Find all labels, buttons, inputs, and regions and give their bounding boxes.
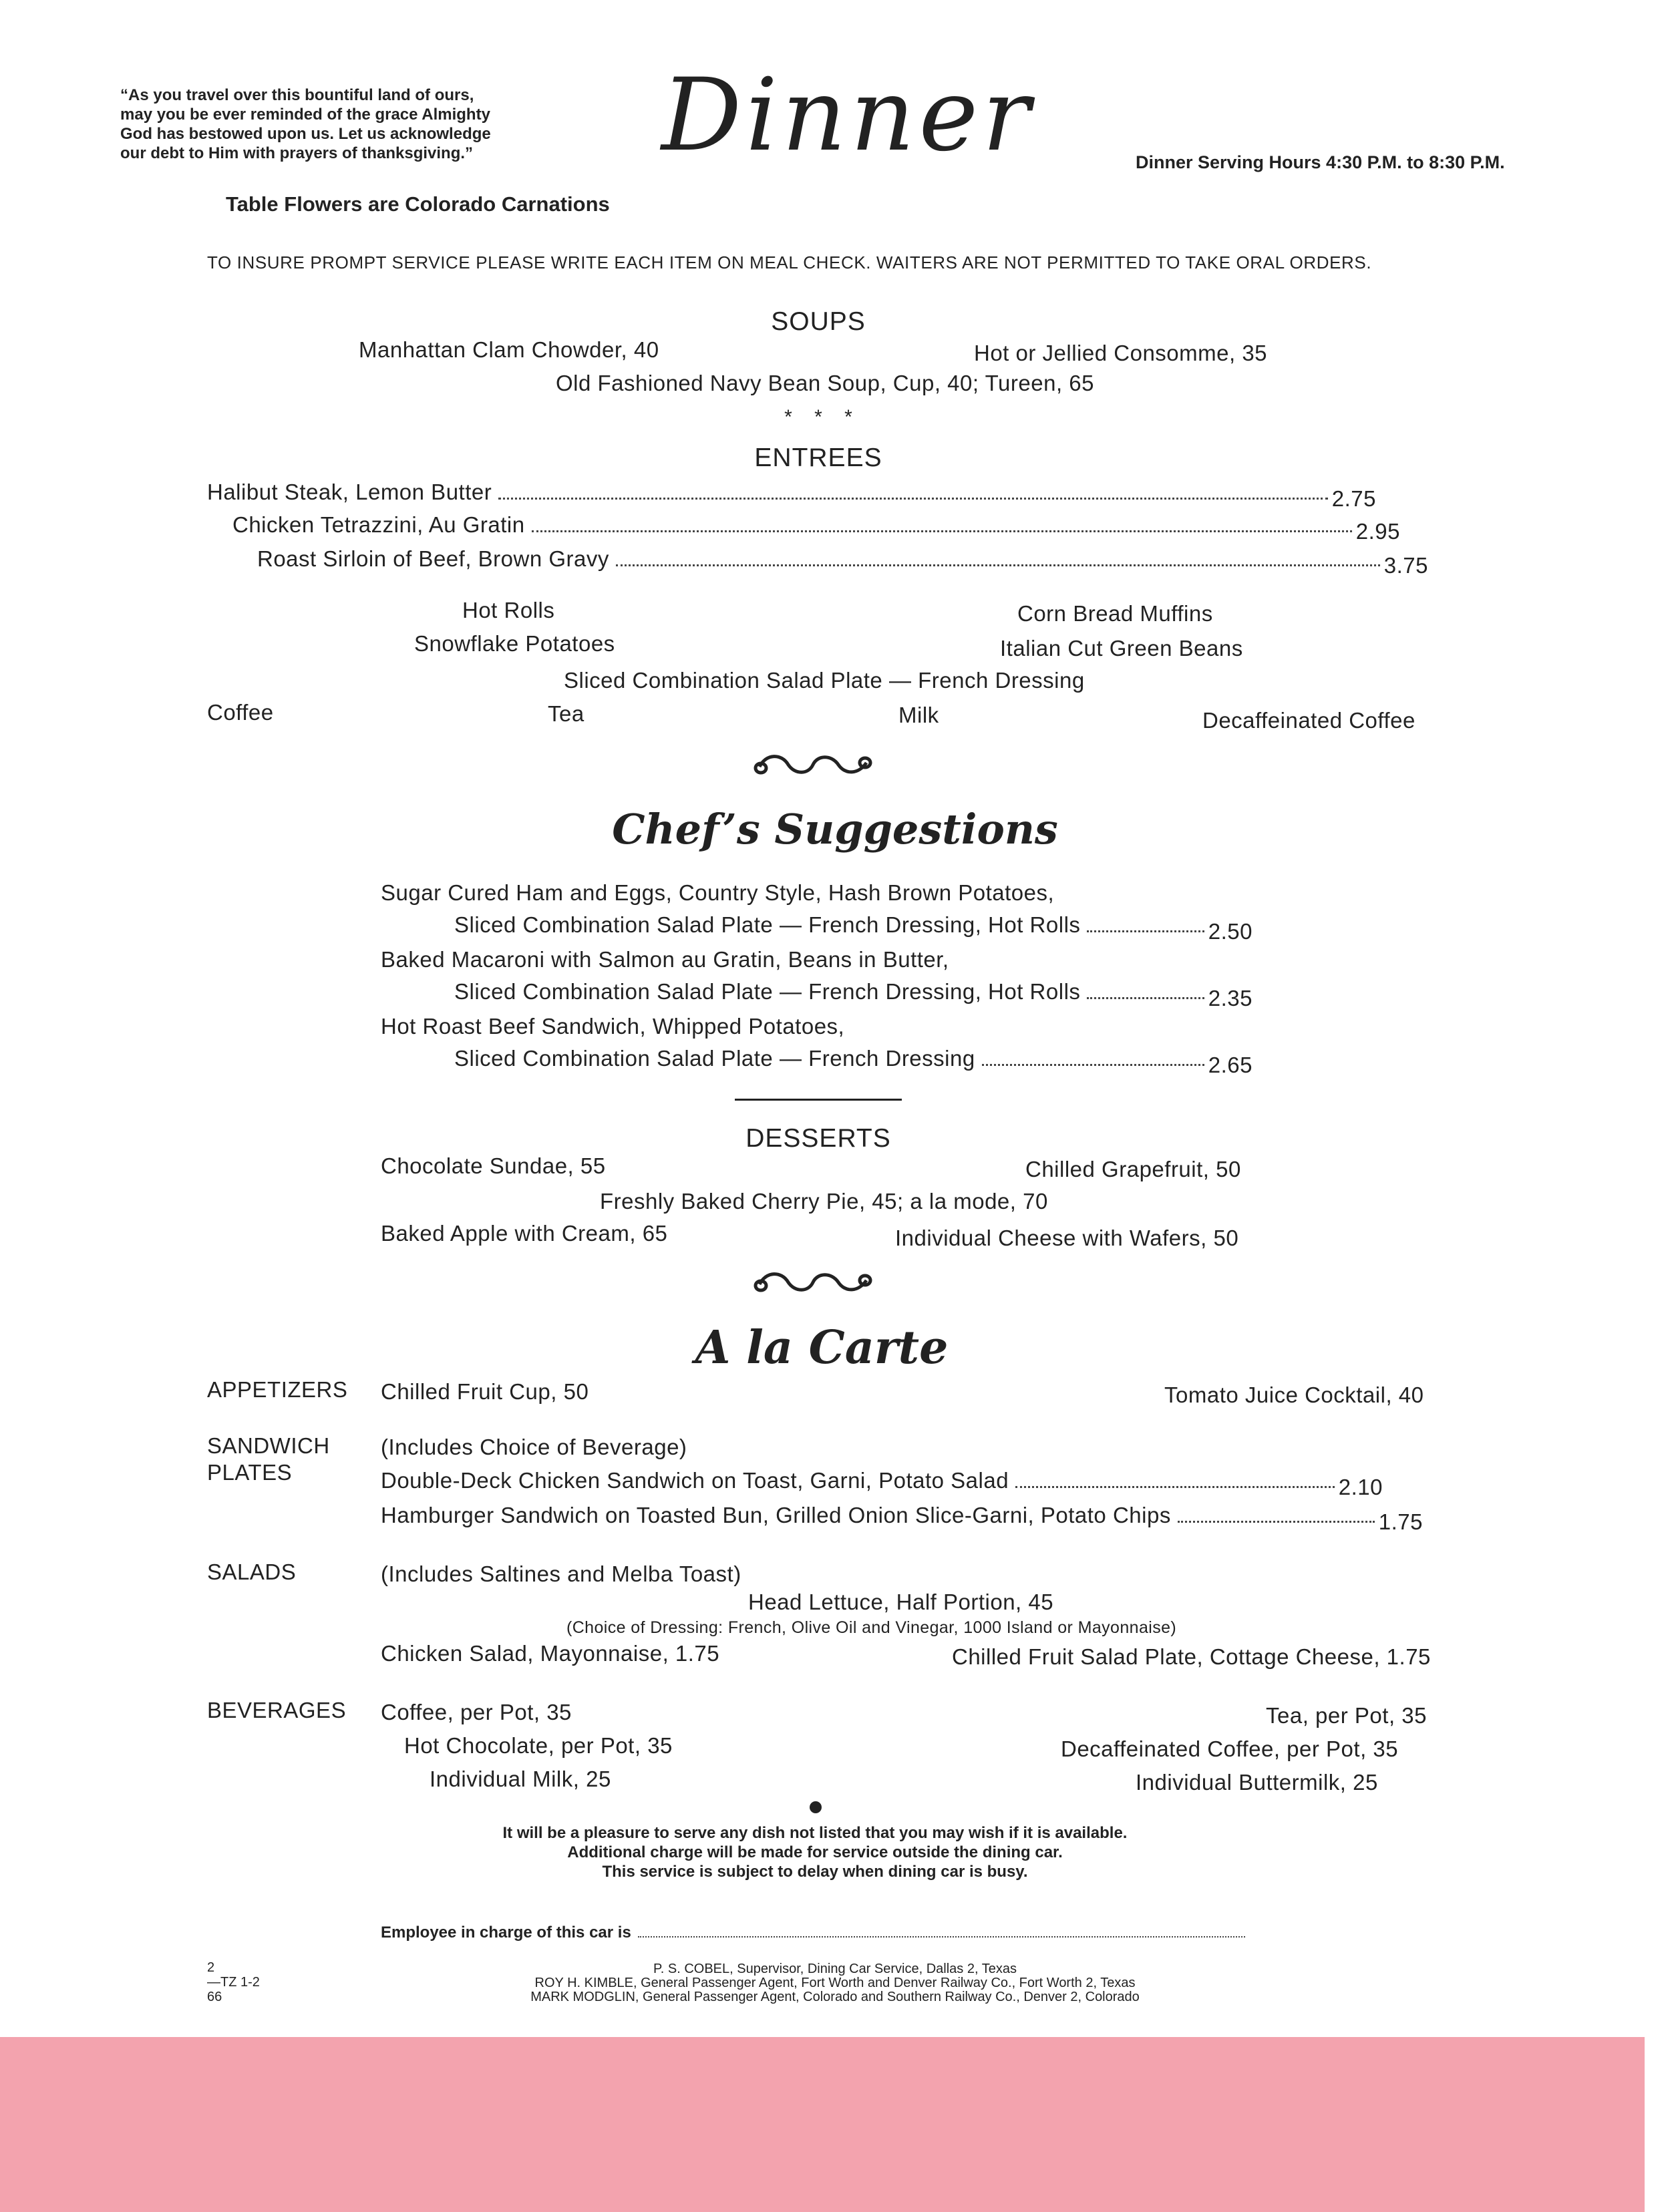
drink-item: Milk xyxy=(898,703,939,727)
quote-line: “As you travel over this bountiful land of ours, xyxy=(120,86,474,104)
leader-dots xyxy=(498,498,1328,500)
chef-item-line: Baked Macaroni with Salmon au Gratin, Beans in Butter, xyxy=(381,947,949,972)
serving-hours: Dinner Serving Hours 4:30 P.M. to 8:30 P.M. xyxy=(1136,152,1505,172)
beverage-item: Individual Milk, 25 xyxy=(430,1767,611,1791)
chef-row xyxy=(454,979,1252,1010)
quote-line: may you be ever reminded of the grace Almighty xyxy=(120,106,490,124)
divider xyxy=(735,1099,902,1101)
salad-item: Chilled Fruit Salad Plate, Cottage Cheese, 1.75 xyxy=(952,1644,1431,1669)
dessert-item: Chilled Grapefruit, 50 xyxy=(1025,1157,1241,1181)
sandwich-price: 1.75 xyxy=(1378,1509,1423,1534)
soup-item: Old Fashioned Navy Bean Soup, Cup, 40; Tureen, 65 xyxy=(556,371,1094,395)
credit-line: P. S. COBEL, Supervisor, Dining Car Service, Dallas 2, Texas xyxy=(653,1962,1017,1976)
credits xyxy=(401,1962,1269,2004)
chef-price: 2.35 xyxy=(1208,986,1252,1010)
chef-item-line: Sugar Cured Ham and Eggs, Country Style, Hash Brown Potatoes, xyxy=(381,880,1055,905)
beverage-item: Tea, per Pot, 35 xyxy=(1266,1703,1427,1728)
side-item: Hot Rolls xyxy=(462,598,555,622)
sandwich-name: Hamburger Sandwich on Toasted Bun, Grilled Onion Slice-Garni, Potato Chips xyxy=(381,1503,1171,1527)
dessert-item: Baked Apple with Cream, 65 xyxy=(381,1221,668,1246)
credit-line: MARK MODGLIN, General Passenger Agent, Colorado and Southern Railway Co., Denver 2, Colorado xyxy=(530,1990,1140,2004)
section-label: APPETIZERS xyxy=(207,1377,348,1402)
section-label: BEVERAGES xyxy=(207,1698,347,1722)
entree-row xyxy=(232,512,1400,544)
salad-item: Chicken Salad, Mayonnaise, 1.75 xyxy=(381,1641,720,1666)
employee-label: Employee in charge of this car is xyxy=(381,1923,631,1942)
drink-item: Coffee xyxy=(207,700,274,725)
chef-price: 2.50 xyxy=(1208,919,1252,944)
sandwich-row xyxy=(381,1468,1383,1499)
leader-dots xyxy=(638,1936,1245,1938)
quote-line: our debt to Him with prayers of thanksgiving.” xyxy=(120,144,474,162)
section-label: SALADS xyxy=(207,1559,297,1584)
employee-line xyxy=(381,1923,1249,1942)
sandwich-name: Double-Deck Chicken Sandwich on Toast, Garni, Potato Salad xyxy=(381,1468,1009,1493)
sandwich-note: (Includes Choice of Beverage) xyxy=(381,1435,687,1459)
chef-item-line: Sliced Combination Salad Plate — French Dressing, Hot Rolls xyxy=(454,912,1081,937)
service-note-line: It will be a pleasure to serve any dish not listed that you may wish if it is available. xyxy=(502,1824,1128,1842)
credit-line: ROY H. KIMBLE, General Passenger Agent, Fort Worth and Denver Railway Co., Fort Worth 2, Texas xyxy=(534,1976,1136,1990)
side-item: Italian Cut Green Beans xyxy=(1000,636,1243,661)
entree-price: 3.75 xyxy=(1383,553,1428,578)
soups-heading: SOUPS xyxy=(771,307,866,336)
entree-name: Roast Sirloin of Beef, Brown Gravy xyxy=(257,546,609,571)
salads-note: (Includes Saltines and Melba Toast) xyxy=(381,1561,741,1586)
beverage-item: Coffee, per Pot, 35 xyxy=(381,1700,572,1724)
beverage-item: Decaffeinated Coffee, per Pot, 35 xyxy=(1061,1736,1399,1761)
drink-item: Decaffeinated Coffee xyxy=(1202,708,1415,733)
sandwich-price: 2.10 xyxy=(1338,1475,1383,1499)
entree-name: Chicken Tetrazzini, Au Gratin xyxy=(232,512,525,537)
side-item: Sliced Combination Salad Plate — French Dressing xyxy=(564,668,1085,693)
entree-price: 2.95 xyxy=(1355,519,1400,544)
section-label-line: PLATES xyxy=(207,1460,293,1485)
entree-name: Halibut Steak, Lemon Butter xyxy=(207,480,492,504)
chef-price: 2.65 xyxy=(1208,1053,1252,1077)
page-title: Dinner xyxy=(661,57,1034,174)
chefs-heading: Chef’s Suggestions xyxy=(612,805,1058,854)
section-stars: * * * xyxy=(784,406,852,428)
appetizer-item: Chilled Fruit Cup, 50 xyxy=(381,1379,589,1404)
side-item: Snowflake Potatoes xyxy=(414,631,615,656)
bullet-dot xyxy=(810,1801,822,1813)
form-code-line: 66 xyxy=(207,1990,222,2004)
ornament-icon xyxy=(752,748,875,781)
desserts-heading: DESSERTS xyxy=(745,1124,891,1153)
chef-item-line: Sliced Combination Salad Plate — French Dressing xyxy=(454,1046,975,1071)
dessert-item: Chocolate Sundae, 55 xyxy=(381,1153,606,1178)
leader-dots xyxy=(532,530,1352,532)
service-note-line: Additional charge will be made for service outside the dining car. xyxy=(567,1843,1063,1861)
chef-row xyxy=(454,1046,1252,1077)
dressing-note: (Choice of Dressing: French, Olive Oil and Vinegar, 1000 Island or Mayonnaise) xyxy=(566,1618,1177,1637)
drink-item: Tea xyxy=(548,701,584,726)
service-note xyxy=(401,1823,1229,1881)
leader-dots xyxy=(1087,930,1204,932)
soup-item: Hot or Jellied Consomme, 35 xyxy=(974,341,1268,365)
leader-dots xyxy=(1178,1521,1375,1523)
pink-band xyxy=(0,2037,1645,2212)
header-quote xyxy=(120,85,554,163)
soup-item: Manhattan Clam Chowder, 40 xyxy=(359,337,659,362)
table-flowers: Table Flowers are Colorado Carnations xyxy=(226,192,610,216)
quote-line: God has bestowed upon us. Let us acknowledge xyxy=(120,125,491,143)
form-code xyxy=(207,1960,260,2004)
entree-price: 2.75 xyxy=(1331,486,1376,511)
section-label-line: SANDWICH xyxy=(207,1433,330,1458)
leader-dots xyxy=(1015,1486,1335,1488)
chef-item-line: Sliced Combination Salad Plate — French Dressing, Hot Rolls xyxy=(454,979,1081,1004)
leader-dots xyxy=(1087,997,1204,999)
ornament-icon xyxy=(752,1266,875,1299)
appetizer-item: Tomato Juice Cocktail, 40 xyxy=(1164,1382,1424,1407)
service-note-line: This service is subject to delay when dining car is busy. xyxy=(602,1863,1028,1881)
leader-dots xyxy=(616,564,1380,566)
chef-item-line: Hot Roast Beef Sandwich, Whipped Potatoes, xyxy=(381,1014,845,1039)
side-item: Corn Bread Muffins xyxy=(1017,601,1213,626)
alacarte-heading: A la Carte xyxy=(695,1321,949,1374)
sandwich-row xyxy=(381,1503,1423,1534)
form-code-line: 2 xyxy=(207,1960,215,1975)
salad-item: Head Lettuce, Half Portion, 45 xyxy=(748,1590,1054,1614)
dessert-item: Freshly Baked Cherry Pie, 45; a la mode, 70 xyxy=(600,1189,1048,1214)
entrees-heading: ENTREES xyxy=(754,443,882,472)
entree-row xyxy=(207,480,1376,511)
entree-row xyxy=(257,546,1428,578)
beverage-item: Individual Buttermilk, 25 xyxy=(1136,1770,1378,1795)
order-notice: TO INSURE PROMPT SERVICE PLEASE WRITE EACH ITEM ON MEAL CHECK. WAITERS ARE NOT PERMITTED TO TAKE ORAL ORDERS. xyxy=(207,252,1372,272)
leader-dots xyxy=(982,1064,1204,1066)
dessert-item: Individual Cheese with Wafers, 50 xyxy=(895,1226,1239,1250)
beverage-item: Hot Chocolate, per Pot, 35 xyxy=(404,1733,673,1758)
chef-row xyxy=(454,912,1252,944)
section-label xyxy=(207,1433,330,1486)
form-code-line: —TZ 1-2 xyxy=(207,1975,260,1990)
